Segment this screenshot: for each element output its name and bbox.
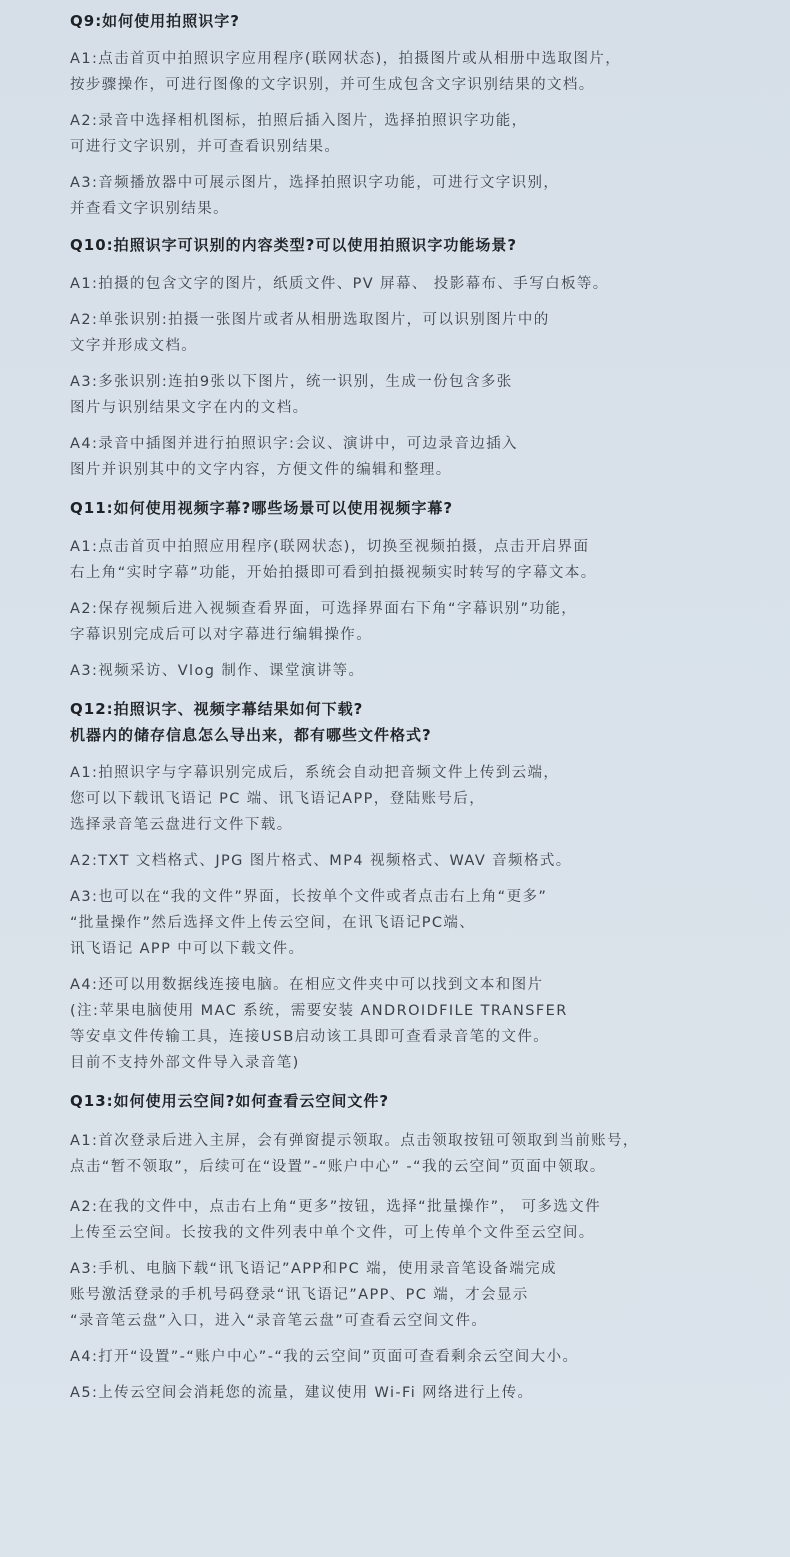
answer-q13-a2: A2:在我的文件中，点击右上角“更多”按钮，选择“批量操作”， 可多选文件 上传至云空间。长按我的文件列表中单个文件，可上传单个文件至云空间。 — [70, 1199, 601, 1241]
answer-q13-a1: A1:首次登录后进入主屏，会有弹窗提示领取。点击领取按钮可领取到当前账号， 点击“暂不领取”，后续可在“设置”-“账户中心” -“我的云空间”页面中领取。 — [70, 1133, 639, 1175]
answer-q9-a3: A3:音频播放器中可展示图片，选择拍照识字功能，可进行文字识别， 并查看文字识别结果。 — [70, 175, 560, 217]
question-q10: Q10:拍照识字可识别的内容类型?可以使用拍照识字功能场景? — [70, 236, 518, 254]
faq-section-q9 — [70, 8, 785, 222]
question-q13: Q13:如何使用云空间?如何查看云空间文件? — [70, 1092, 390, 1110]
answer-q10-a4: A4:录音中插图并进行拍照识字:会议、演讲中，可边录音边插入 图片并识别其中的文字内容，方便文件的编辑和整理。 — [70, 436, 518, 478]
answer-q9-a2: A2:录音中选择相机图标，拍照后插入图片，选择拍照识字功能， 可进行文字识别，并可查看识别结果。 — [70, 113, 528, 155]
answer-q11-a3: A3:视频采访、Vlog 制作、课堂演讲等。 — [70, 663, 365, 679]
answer-q10-a2: A2:单张识别:拍摄一张图片或者从相册选取图片，可以识别图片中的 文字并形成文档。 — [70, 312, 550, 354]
faq-section-q11 — [70, 495, 785, 684]
answer-q11-a2: A2:保存视频后进入视频查看界面，可选择界面右下角“字幕识别”功能， 字幕识别完成后可以对字幕进行编辑操作。 — [70, 601, 578, 643]
answer-q13-a4: A4:打开“设置”-“账户中心”-“我的云空间”页面可查看剩余云空间大小。 — [70, 1349, 579, 1365]
answer-q13-a5: A5:上传云空间会消耗您的流量，建议使用 Wi-Fi 网络进行上传。 — [70, 1385, 534, 1401]
faq-section-q10 — [70, 232, 785, 483]
answer-q12-a1: A1:拍照识字与字幕识别完成后，系统会自动把音频文件上传到云端， 您可以下载讯飞语记 PC 端、讯飞语记APP，登陆账号后， 选择录音笔云盘进行文件下载。 — [70, 765, 560, 833]
answer-q12-a3: A3:也可以在“我的文件”界面，长按单个文件或者点击右上角“更多” “批量操作”然后选择文件上传云空间，在讯飞语记PC端、 讯飞语记 APP 中可以下载文件。 — [70, 889, 548, 957]
answer-q10-a3: A3:多张识别:连拍9张以下图片，统一识别，生成一份包含多张 图片与识别结果文字在内的文档。 — [70, 374, 513, 416]
answer-q11-a1: A1:点击首页中拍照应用程序(联网状态)，切换至视频拍摄，点击开启界面 右上角“实时字幕”功能，开始拍摄即可看到拍摄视频实时转写的字幕文本。 — [70, 539, 597, 581]
faq-section-q13 — [70, 1088, 785, 1406]
answer-q12-a4: A4:还可以用数据线连接电脑。在相应文件夹中可以找到文本和图片 (注:苹果电脑使用 MAC 系统，需要安装 ANDROIDFILE TRANSFER 等安卓文件传输工具，连接USB启动该工具即可查看录音笔的文件。 目前不支持外部文件导入录音笔) — [70, 977, 568, 1071]
answer-q12-a2: A2:TXT 文档格式、JPG 图片格式、MP4 视频格式、WAV 音频格式。 — [70, 853, 572, 869]
answer-q13-a3: A3:手机、电脑下载“讯飞语记”APP和PC 端，使用录音笔设备端完成 账号激活登录的手机号码登录“讯飞语记”APP、PC 端，才会显示 “录音笔云盘”入口，进入“录音笔云盘”可查看云空间文件。 — [70, 1261, 557, 1329]
question-q12: Q12:拍照识字、视频字幕结果如何下载? 机器内的储存信息怎么导出来，都有哪些文件格式? — [70, 700, 432, 744]
faq-section-q12 — [70, 696, 785, 1076]
question-q11: Q11:如何使用视频字幕?哪些场景可以使用视频字幕? — [70, 499, 454, 517]
answer-q10-a1: A1:拍摄的包含文字的图片，纸质文件、PV 屏幕、 投影幕布、手写白板等。 — [70, 276, 609, 292]
answer-q9-a1: A1:点击首页中拍照识字应用程序(联网状态)，拍摄图片或从相册中选取图片， 按步骤操作，可进行图像的文字识别，并可生成包含文字识别结果的文档。 — [70, 51, 622, 93]
question-q9: Q9:如何使用拍照识字? — [70, 12, 240, 30]
faq-page — [70, 8, 785, 1406]
